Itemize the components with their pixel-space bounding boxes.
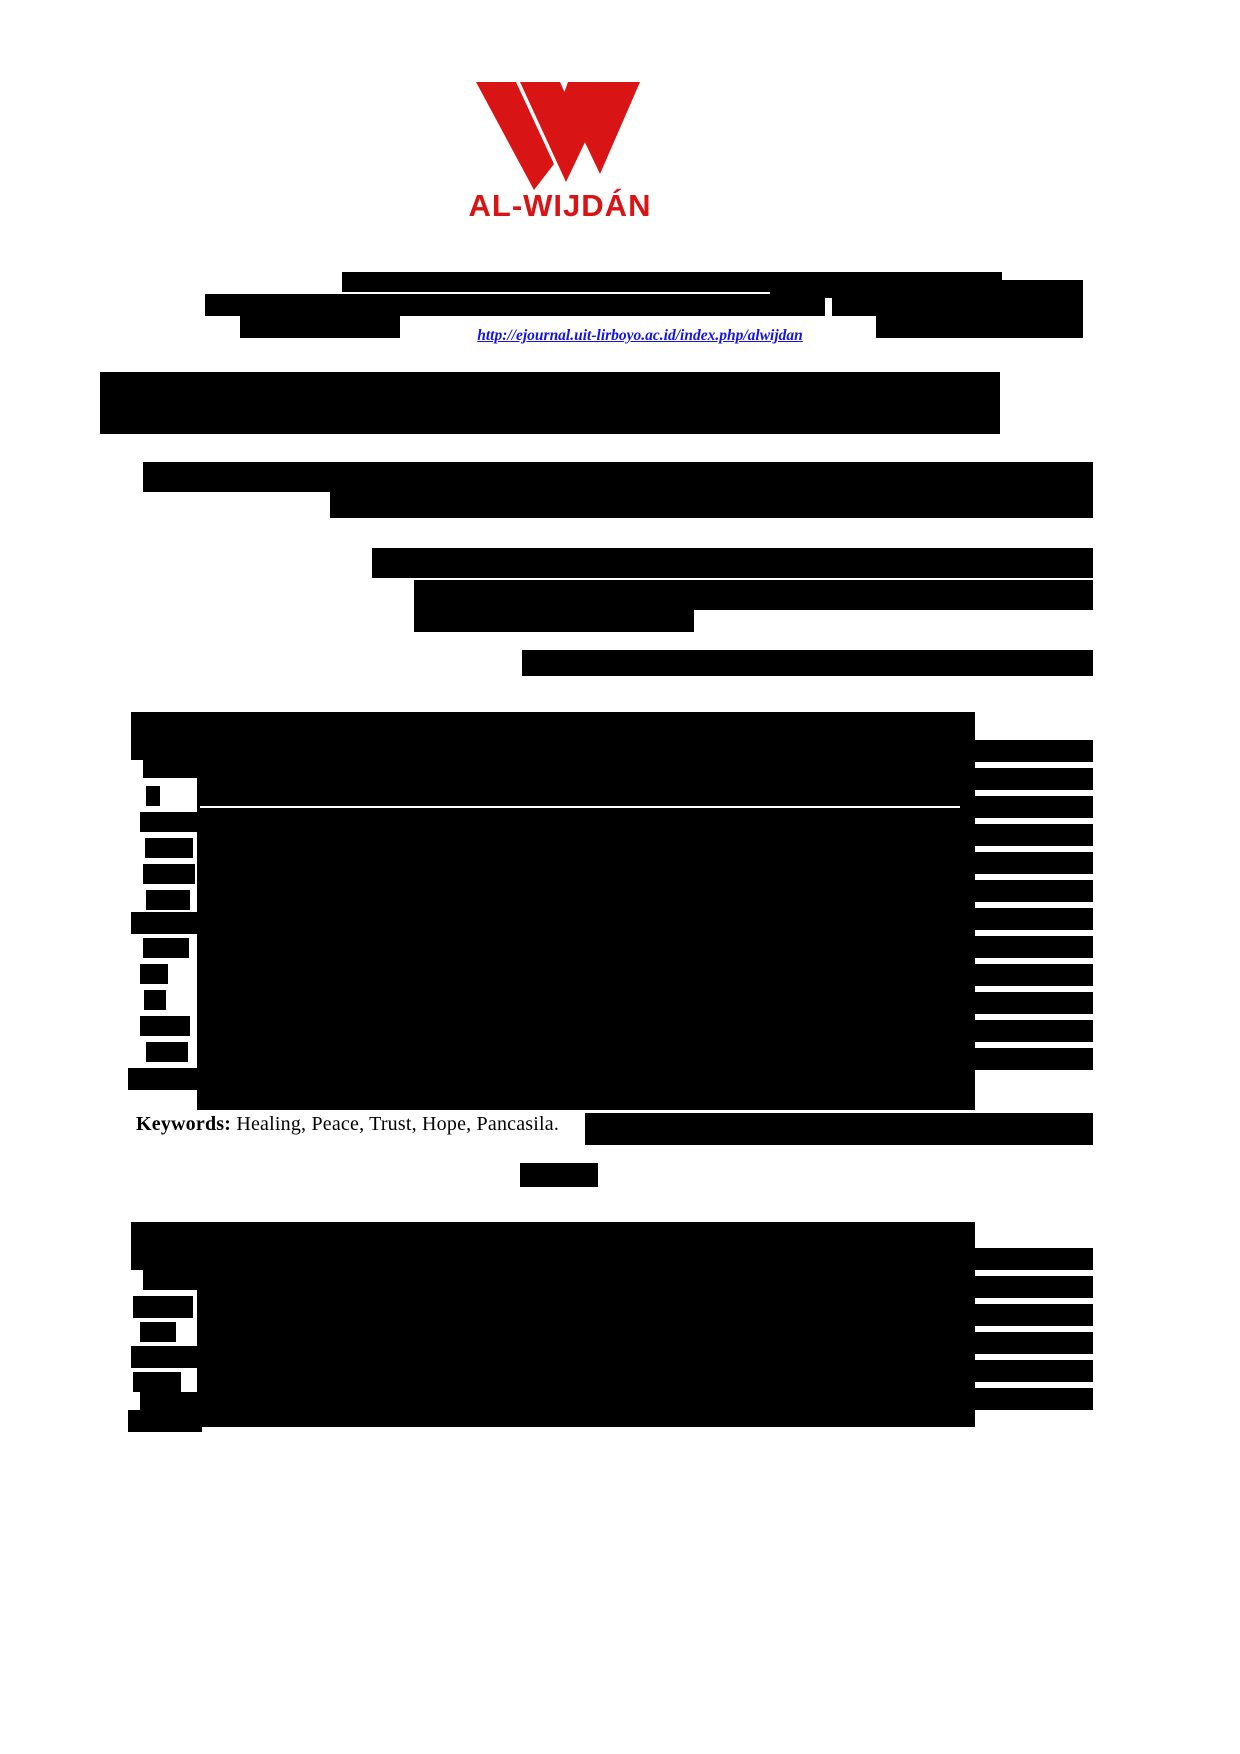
redaction-header-line-2b: [832, 294, 1083, 316]
redaction-abstract-en-right-2: [975, 768, 1093, 790]
abstract-en-gap-row-a: [200, 806, 960, 808]
redaction-abstract-id-right-6: [975, 1388, 1093, 1410]
redaction-abstract-en-right-6: [975, 880, 1093, 902]
redaction-abstract-en-right-7: [975, 908, 1093, 930]
journal-logo-title: AL-WIJDÁN: [468, 188, 652, 223]
redaction-abstract-en-right-11: [975, 1020, 1093, 1042]
redaction-abstract-id-right-1: [975, 1248, 1093, 1270]
redaction-abstract-id-left-6: [133, 1372, 181, 1392]
redaction-abstract-id-left-2: [143, 1270, 207, 1290]
keywords-label: Keywords:: [136, 1113, 232, 1135]
redaction-section-divider: [520, 1163, 598, 1187]
redaction-abstract-en-left-10: [140, 964, 168, 984]
redaction-abstract-en-left-11: [144, 990, 166, 1010]
redaction-abstract-id-right-3: [975, 1304, 1093, 1326]
redaction-abstract-en-right-12: [975, 1048, 1093, 1070]
redaction-abstract-en-body: [197, 712, 975, 1110]
keywords-values: Healing, Peace, Trust, Hope, Pancasila.: [236, 1113, 560, 1135]
redaction-affiliation-line-1: [372, 548, 1093, 578]
redaction-abstract-id-right-4: [975, 1332, 1093, 1354]
redaction-abstract-id-body: [197, 1222, 975, 1427]
redaction-abstract-en-left-6: [143, 864, 195, 884]
redaction-keywords-trailing: [585, 1113, 1093, 1145]
double-v-logo-icon: [468, 78, 648, 193]
journal-logo: [430, 78, 690, 238]
redaction-abstract-en-right-9: [975, 964, 1093, 986]
redaction-abstract-id-left-4: [140, 1322, 176, 1342]
redaction-abstract-en-left-7: [146, 890, 190, 910]
redaction-abstract-id-left-7: [140, 1392, 250, 1412]
redaction-abstract-en-right-4: [975, 824, 1093, 846]
redaction-abstract-en-right-10: [975, 992, 1093, 1014]
redaction-article-title: [100, 372, 1000, 434]
keywords-line: [136, 1113, 559, 1136]
redaction-abstract-id-left-1: [131, 1222, 197, 1270]
redaction-header-line-2: [205, 294, 825, 316]
redaction-abstract-en-left-3: [146, 786, 160, 806]
redaction-abstract-en-right-3: [975, 796, 1093, 818]
redaction-abstract-id-right-2: [975, 1276, 1093, 1298]
redaction-abstract-en-left-12: [140, 1016, 190, 1036]
redaction-abstract-en-left-14: [128, 1068, 202, 1090]
redaction-abstract-en-left-13: [146, 1042, 188, 1062]
redaction-affiliation-line-3: [414, 606, 694, 632]
redaction-abstract-id-right-5: [975, 1360, 1093, 1382]
redaction-abstract-en-right-1: [975, 740, 1093, 762]
redaction-abstract-en-left-9: [143, 938, 189, 958]
redaction-abstract-en-left-2: [143, 760, 265, 778]
journal-url-link[interactable]: http://ejournal.uit-lirboyo.ac.id/index.php/alwijdan: [477, 327, 803, 344]
redaction-abstract-id-left-3: [133, 1296, 193, 1318]
redaction-abstract-en-right-8: [975, 936, 1093, 958]
redaction-abstract-en-left-5: [145, 838, 193, 858]
redaction-abstract-en-right-5: [975, 852, 1093, 874]
redaction-abstract-en-left-8: [131, 912, 201, 934]
redaction-header-line-3b: [876, 316, 1083, 338]
redaction-abstract-en-left-4: [140, 812, 200, 832]
redaction-correspondence: [522, 650, 1093, 676]
redaction-header-line-3: [240, 316, 400, 338]
redaction-authors-line-2: [330, 488, 1093, 518]
redaction-abstract-id-left-5: [131, 1346, 201, 1368]
redaction-abstract-en-left-1: [131, 712, 197, 760]
redaction-abstract-id-left-8: [128, 1410, 202, 1432]
